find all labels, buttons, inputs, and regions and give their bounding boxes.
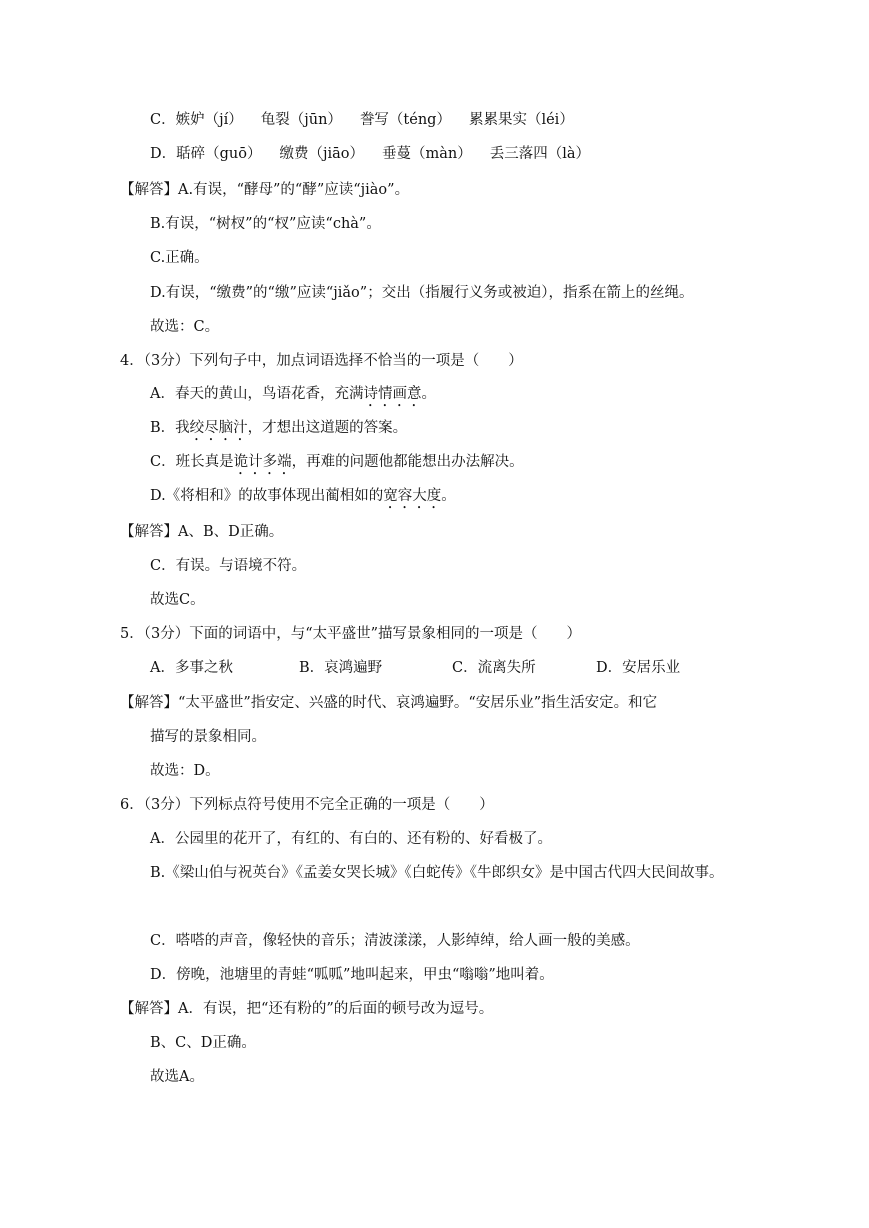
q5-answer: 【解答】“太平盛世”指安定、兴盛的时代、哀鸿遍野。“安居乐业”指生活安定。和它 <box>120 695 658 711</box>
q4-option-d <box>150 486 456 512</box>
option-text: B．我 <box>150 420 190 436</box>
word-item: 垂蔓（màn） <box>382 146 472 162</box>
dotted-word: 绞尽脑汁 <box>189 420 248 436</box>
option-text: ，再难的问题他都能想出办法解决。 <box>291 454 524 470</box>
q4-option-a <box>150 384 436 410</box>
q5-result: 故选：D。 <box>150 763 220 779</box>
word-item: 累累果实（léi） <box>468 112 574 128</box>
q6-option-d: D．傍晚，池塘里的青蛙“呱呱”地叫起来，甲虫“嗡嗡”地叫着。 <box>150 967 554 983</box>
q3-option-c <box>150 110 574 130</box>
q4-answer-c: C．有误。与语境不符。 <box>150 558 307 574</box>
option-text: ，才想出这道题的答案。 <box>247 420 408 436</box>
word-item: 嫉妒（jí） <box>175 112 243 128</box>
q5-option-a: A．多事之秋 <box>150 660 233 676</box>
q3-result: 故选：C。 <box>150 319 220 335</box>
option-text: 。 <box>421 386 436 402</box>
q6-result: 故选A。 <box>150 1069 204 1085</box>
q6-answer-bcd: B、C、D正确。 <box>150 1035 256 1051</box>
q3-answer-a: 【解答】A.有误，“酵母”的“酵”应读“jiào”。 <box>120 182 410 198</box>
option-label: C． <box>150 112 176 128</box>
q4-result: 故选C。 <box>150 592 205 608</box>
q6-stem: 6．（3分）下列标点符号使用不完全正确的一项是（ ） <box>120 797 494 813</box>
q5-stem: 5．（3分）下面的词语中，与“太平盛世”描写景象相同的一项是（ ） <box>120 626 582 642</box>
q3-answer-d: D.有误，“缴费”的“缴”应读“jiǎo”；交出（指履行义务或被迫），指系在箭上的丝绳。 <box>150 285 694 301</box>
dotted-word: 诗情画意 <box>363 386 422 402</box>
q3-answer-c: C.正确。 <box>150 250 209 266</box>
word-item: 聒碎（guō） <box>176 146 262 162</box>
option-text: 。 <box>441 488 456 504</box>
q4-option-c <box>150 452 524 478</box>
option-text: A．春天的黄山，鸟语花香，充满 <box>150 386 364 402</box>
q6-answer: 【解答】A．有误，把“还有粉的”的后面的顿号改为逗号。 <box>120 1001 494 1017</box>
q3-answer-b: B.有误，“树杈”的“杈”应读“chà”。 <box>150 216 381 232</box>
q4-stem: 4．（3分）下列句子中，加点词语选择不恰当的一项是（ ） <box>120 353 523 369</box>
word-item: 缴费（jiāo） <box>279 146 365 162</box>
q3-option-d <box>150 144 590 164</box>
option-label: D． <box>150 146 177 162</box>
q4-option-b <box>150 418 407 444</box>
q5-answer-cont: 描写的景象相同。 <box>150 729 266 745</box>
q6-option-a: A．公园里的花开了，有红的、有白的、还有粉的、好看极了。 <box>150 831 552 847</box>
dotted-word: 诡计多端 <box>233 454 292 470</box>
q6-option-b: B.《梁山伯与祝英台》《孟姜女哭长城》《白蛇传》《牛郎织女》是中国古代四大民间故事。 <box>150 865 724 881</box>
q5-option-b: B．哀鸿遍野 <box>299 660 383 676</box>
dotted-word: 宽容大度 <box>383 488 442 504</box>
word-item: 龟裂（jūn） <box>260 112 342 128</box>
q5-option-d: D．安居乐业 <box>596 660 681 676</box>
word-item: 誊写（téng） <box>359 112 451 128</box>
q6-option-c: C．嗒嗒的声音，像轻快的音乐；清波漾漾，人影绰绰，给人画一般的美感。 <box>150 933 640 949</box>
option-text: C．班长真是 <box>150 454 234 470</box>
option-text: D.《将相和》的故事体现出蔺相如的 <box>150 488 384 504</box>
word-item: 丢三落四（là） <box>489 146 591 162</box>
q4-answer: 【解答】A、B、D正确。 <box>120 524 284 540</box>
q5-option-c: C．流离失所 <box>452 660 536 676</box>
